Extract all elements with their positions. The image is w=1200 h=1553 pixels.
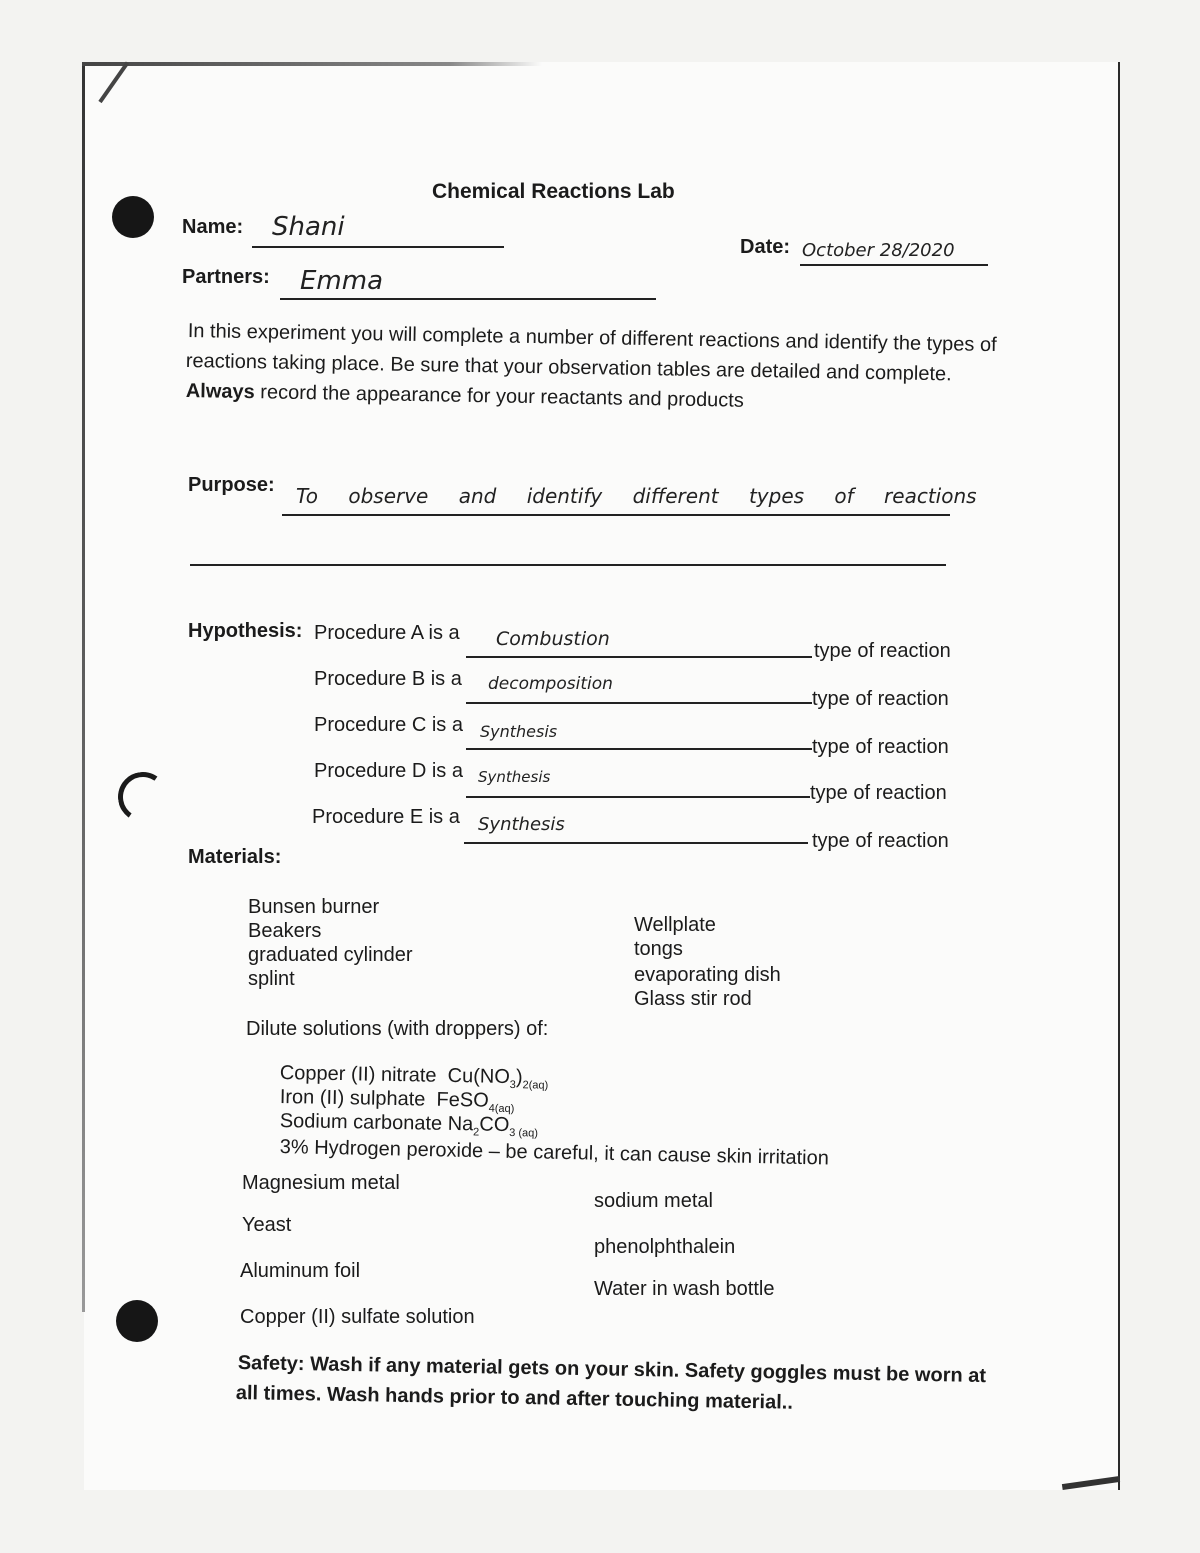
procedure-c-line <box>466 748 812 750</box>
procedure-a-line <box>466 656 812 658</box>
solution-name: Copper (II) nitrate <box>279 1062 437 1087</box>
material-item: graduated cylinder <box>248 944 413 966</box>
procedure-b-suffix: type of reaction <box>812 688 949 710</box>
binder-hole-bottom <box>116 1300 158 1342</box>
page-edge <box>82 62 85 1312</box>
solution-formula: FeSO <box>436 1088 489 1112</box>
procedure-a-suffix: type of reaction <box>814 640 951 662</box>
material-item: Wellplate <box>634 914 716 936</box>
solution-formula-mid: ) <box>515 1066 523 1089</box>
dilute-solutions-label: Dilute solutions (with droppers) of: <box>246 1018 549 1040</box>
procedure-b-value: decomposition <box>488 674 613 694</box>
procedure-e-label: Procedure E is a <box>312 806 460 828</box>
name-label: Name: <box>182 216 244 238</box>
date-label: Date: <box>740 236 791 258</box>
solution-formula: Cu(NO <box>447 1064 511 1089</box>
materials-label: Materials: <box>188 846 282 868</box>
solution-name: Sodium carbonate <box>279 1110 443 1135</box>
formula-subscript: 3 (aq) <box>509 1127 539 1140</box>
solution-formula: Na <box>447 1112 474 1136</box>
name-line <box>252 246 504 248</box>
always-emphasis: Always <box>185 380 255 404</box>
intro-line-3-rest: record the appearance for your reactants and products <box>254 381 745 412</box>
purpose-line-2 <box>190 564 946 566</box>
material-item: sodium metal <box>594 1190 713 1212</box>
solution-hydrogen-peroxide: 3% Hydrogen peroxide – be careful, it can cause skin irritation <box>279 1136 830 1170</box>
material-item: Copper (II) sulfate solution <box>240 1306 475 1328</box>
material-item: phenolphthalein <box>594 1236 736 1258</box>
procedure-e-line <box>464 842 808 844</box>
material-item: Yeast <box>242 1214 292 1236</box>
solution-sodium-carbonate <box>280 1110 539 1140</box>
procedure-c-label: Procedure C is a <box>314 714 463 736</box>
date-line <box>800 264 988 266</box>
procedure-e-value: Synthesis <box>478 814 565 835</box>
procedure-d-value: Synthesis <box>478 768 551 786</box>
safety-line-2: all times. Wash hands prior to and after touching material.. <box>235 1382 794 1414</box>
material-item: evaporating dish <box>634 964 781 986</box>
solution-formula-mid: CO <box>479 1113 510 1137</box>
hypothesis-label: Hypothesis: <box>188 620 303 642</box>
material-item: Bunsen burner <box>248 896 380 918</box>
procedure-b-label: Procedure B is a <box>314 668 462 690</box>
partners-value: Emma <box>300 266 384 296</box>
partners-line <box>280 298 656 300</box>
intro-line-2: reactions taking place. Be sure that your observation tables are detailed and complete. <box>185 350 952 386</box>
material-item: Aluminum foil <box>240 1260 361 1282</box>
formula-subscript: 2(aq) <box>522 1079 549 1092</box>
page-edge-top <box>82 62 542 66</box>
material-item: tongs <box>634 938 683 960</box>
name-value: Shani <box>272 212 345 242</box>
purpose-label: Purpose: <box>188 474 275 496</box>
formula-subscript: 2 <box>473 1126 480 1139</box>
procedure-a-label: Procedure A is a <box>314 622 460 644</box>
procedure-d-label: Procedure D is a <box>314 760 463 782</box>
solution-name: Iron (II) sulphate <box>279 1086 426 1111</box>
material-item: Glass stir rod <box>634 988 752 1010</box>
binder-hole-top <box>112 196 154 238</box>
partners-label: Partners: <box>182 266 270 288</box>
procedure-d-suffix: type of reaction <box>810 782 947 804</box>
formula-subscript: 3 <box>509 1079 516 1092</box>
page-title: Chemical Reactions Lab <box>432 180 675 203</box>
material-item: Beakers <box>248 920 322 942</box>
material-item: Water in wash bottle <box>594 1278 775 1300</box>
safety-line-1: Safety: Wash if any material gets on your skin. Safety goggles must be worn at <box>237 1352 987 1388</box>
formula-subscript: 4(aq) <box>488 1102 515 1116</box>
intro-line-1: In this experiment you will complete a number of different reactions and identify the types of <box>187 320 997 357</box>
purpose-value: To observe and identify different types of reactions <box>296 484 977 508</box>
date-value: October 28/2020 <box>802 240 955 261</box>
purpose-line-1 <box>282 514 950 516</box>
procedure-c-suffix: type of reaction <box>812 736 949 758</box>
material-item: Magnesium metal <box>242 1172 400 1194</box>
procedure-b-line <box>466 702 812 704</box>
procedure-a-value: Combustion <box>496 628 610 650</box>
procedure-c-value: Synthesis <box>480 722 558 741</box>
material-item: splint <box>248 968 295 990</box>
procedure-e-suffix: type of reaction <box>812 830 949 852</box>
procedure-d-line <box>466 796 810 798</box>
